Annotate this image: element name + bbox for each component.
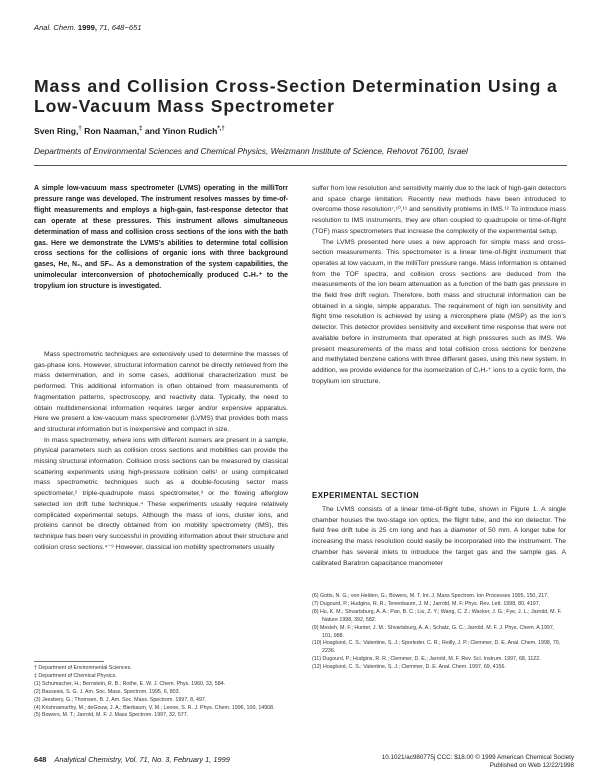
footnote: (9) Mesleh, M. F.; Hunter, J. M.; Shvartsburg, A. A.; Schatz, G. C.; Jarrold, M. F. J. Phys. Chem. A 1997, 101, 988.: [312, 624, 555, 639]
footnote: (12) Hoaglund, C. S.; Valentine, S. J.; Clemmer, D. E. Anal. Chem. 1997, 69, 4156.: [312, 664, 506, 671]
section-heading: EXPERIMENTAL SECTION: [312, 491, 420, 500]
publication-info: [318, 754, 574, 770]
footnote: (11) Dugourd, P.; Hudgins, R. R.; Clemmer, D. E.; Jarrold, M. F. Rev. Sci. Instrum. 1997, 68, 1122.: [312, 656, 541, 663]
journal-abbrev: Anal. Chem.: [34, 23, 76, 32]
journal-volume-pages: 71, 648−651: [99, 23, 142, 32]
journal-citation: [34, 23, 142, 32]
right-paragraph-1: suffer from low resolution and sensitivity mainly due to the lack of high-gain detectors and space charge limitation. Recently new methods have been introduced to overcome those resolution⁷,¹⁰,¹¹ and sensitivity problems in IMS.¹² To introduce mass resolution to IMS instruments, they are often coupled to quadrupole or time-of-flight (TOF) mass spectrometers that increase the complexity of the experimental setup.: [312, 185, 566, 235]
affiliation: Departments of Environmental Sciences and Chemical Physics, Weizmann Institute of Science, Rehovot 76100, Israel: [34, 146, 468, 156]
title-divider: [34, 165, 567, 166]
doi-line: 10.1021/ac980775j CCC: $18.00 © 1999 American Chemical Society: [381, 754, 574, 761]
footnote: (3) Jeesbery, G.; Thomsen, B. J. Am. Soc. Mass. Spectrom. 1997, 8, 497.: [34, 696, 207, 703]
journal-issue: Analytical Chemistry, Vol. 71, No. 3, February 1, 1999: [54, 755, 230, 764]
footnote: † Department of Environmental Sciences.: [34, 665, 132, 671]
author-3-mark: *,†: [217, 126, 225, 133]
author-1: Sven Ring,: [34, 126, 79, 136]
right-paragraph-2: The LVMS presented here uses a new approach for simple mass and cross-section measurements. This spectrometer is a linear time-of-flight instrument that operates at low vacuum, in the milliTorr pressure range. Mass information is obtained from the TOF spectra, and collision cross sections are deduced from the measurements of the ion beam attenuation as a function of the bath gas pressure in the field free drift region. Therefore, both mass and structural information can be obtained in a single, simple apparatus. The requirement of high ion sensitivity and flight time resolution is achieved by using a microsphere plate (MSP) as the ion’s detector. This detector provides sensitivity and excellent time response that were not available before in instruments that operated at high pressures such as IMS. We present measurements of the mass and total collision cross sections for benzene and methylated benzene cations with three different gases, using this new system. In addition, we provide evidence for the isomerization of C₇H₇⁺ ions to a cyclic form, the tropylium ion structure.: [312, 238, 566, 385]
footnote: (1) Schumacher, H.; Bernstein, R. B.; Rothe, E. W. J. Chem. Phys. 1960, 33, 584.: [34, 680, 226, 687]
footnote: (10) Hoaglund, C. S.; Valentine, S. J.; Sporleder, C. R.; Reilly, J. P.; Clemmer, D. E. Anal. Chem. 1998, 70, 2236.: [312, 640, 561, 655]
footnote: (4) Krishnamurthy, M.; deGouw, J. A.; Bierbaum, V. M.; Leone, S. R. J. Phys. Chem. 1996, 100, 14908.: [34, 704, 275, 711]
article-title: Mass and Collision Cross-Section Determination Using a Low-Vacuum Mass Spectrometer: [34, 76, 558, 116]
intro-paragraph-2: In mass spectrometry, where ions with different isomers are present in a sample, physical parameters such as collision cross sections and mobilities can provide the missing structural information. Collision cross sections can be measured by classical scattering experiments using high-pressure collision cells¹ or using complicated mass spectrometric techniques such as a double-focusing sector mass spectrometer,² triple-quadrupole mass spectrometer,³ or the flowing afterglow selected ion drift tube technique.⁴ These experiments usually require relatively complicated experimental setups. Although the mass of ions, cluster ions, and proteins cannot be directly obtained from ion mobility spectrometry (IMS), this technique has been very successful in providing information about their structure and collision cross sections.⁴⁻⁹ However, classical ion mobility spectrometers usually: [34, 436, 288, 551]
page-number: 648: [34, 755, 47, 764]
footnote: ‡ Department of Chemical Physics.: [34, 672, 117, 679]
footnote: (8) Hu, K. M.; Shvartsburg, A. A.; Pan, B. C.; Liu, Z. Y.; Wang, C. Z.; Wacker, J. G.; Fye, J. L.; Jarrold, M. F. Nature 1998, 392, 582.: [312, 608, 562, 623]
author-3: and Yinon Rudich: [144, 126, 218, 136]
journal-year: 1999,: [77, 23, 97, 32]
experimental-column: [312, 505, 566, 569]
published-line: Published on Web 12/22/1998: [489, 762, 574, 770]
intro-paragraph-1: Mass spectrometric techniques are extensively used to determine the masses of gas-phase ions. However, structural information cannot be directly retrieved from the mass determination, and in some cases, additional characterization must be performed. This additional information is often obtained from measurements of fragmentation patterns, spectroscopy, and reactivity data. Typically, the need to obtain multidimensional information requires larger and/or expensive apparatus. Here we present a low-vacuum mass spectrometer (LVMS) that provides both mass and structural information but is inexpensive and compact in size.: [34, 351, 288, 433]
footnote-divider-left: [34, 661, 104, 662]
page-footer: [34, 755, 230, 764]
author-2: Ron Naaman,: [84, 126, 140, 136]
footnote: (5) Bowers, M. T.; Jarrold, M. F. J. Mass Spectrom. 1997, 32, 577.: [34, 712, 189, 719]
author-2-mark: ‡: [139, 126, 143, 133]
footnote: (6) Gotts, N. G.; von Helden, G.; Bowers, M. T. Int. J. Mass Spectrom. Ion Processes 1995, 150, 217.: [312, 593, 549, 599]
footnotes-left: [34, 665, 288, 720]
author-1-mark: †: [78, 126, 82, 133]
footnote: (2) Bassesis, S. G. J. Am. Soc. Mass. Spectrom. 1995, 6, 803.: [34, 688, 181, 695]
abstract: A simple low-vacuum mass spectrometer (LVMS) operating in the milliTorr pressure range was developed. The instrument resolves masses by time-of-flight measurements and employs a high-gain, fast-response detector that can operate at these pressures. This instrument allows simultaneous determination of mass and collision cross sections of the ions with the bath gas. Here we demonstrate the LVMS’s abilities to determine total collision cross sections for the collisions of organic ions with three background gases, He, N₂, and SF₆. As a demonstration of the system capabilities, the unimolecular interconversion of photochemically produced C₇H₇⁺ to the tropylium ion structure is investigated.: [34, 185, 288, 291]
experimental-paragraph-1: The LVMS consists of a linear time-of-flight tube, shown in Figure 1. A single chamber houses the two-stage ion optics, the flight tube, and the ion detector. The field free drift tube is 25 cm long and has a diameter of 50 mm. A longer tube for increasing the mass resolution could easily be incorporated into the instrument. The chamber has several inlets to introduce the target gas and the sample gas. A calibrated Baratron capacitance manometer: [312, 506, 566, 567]
footnote: (7) Dugourd, P.; Hudgins, R. R.; Tenenbaum, J. M.; Jarrold, M. F. Phys. Rev. Lett. 1998, 80, 4197.: [312, 600, 541, 607]
intro-column: [34, 350, 288, 553]
author-list: [34, 126, 225, 136]
footnotes-right: [312, 593, 566, 672]
right-column: [312, 184, 566, 387]
